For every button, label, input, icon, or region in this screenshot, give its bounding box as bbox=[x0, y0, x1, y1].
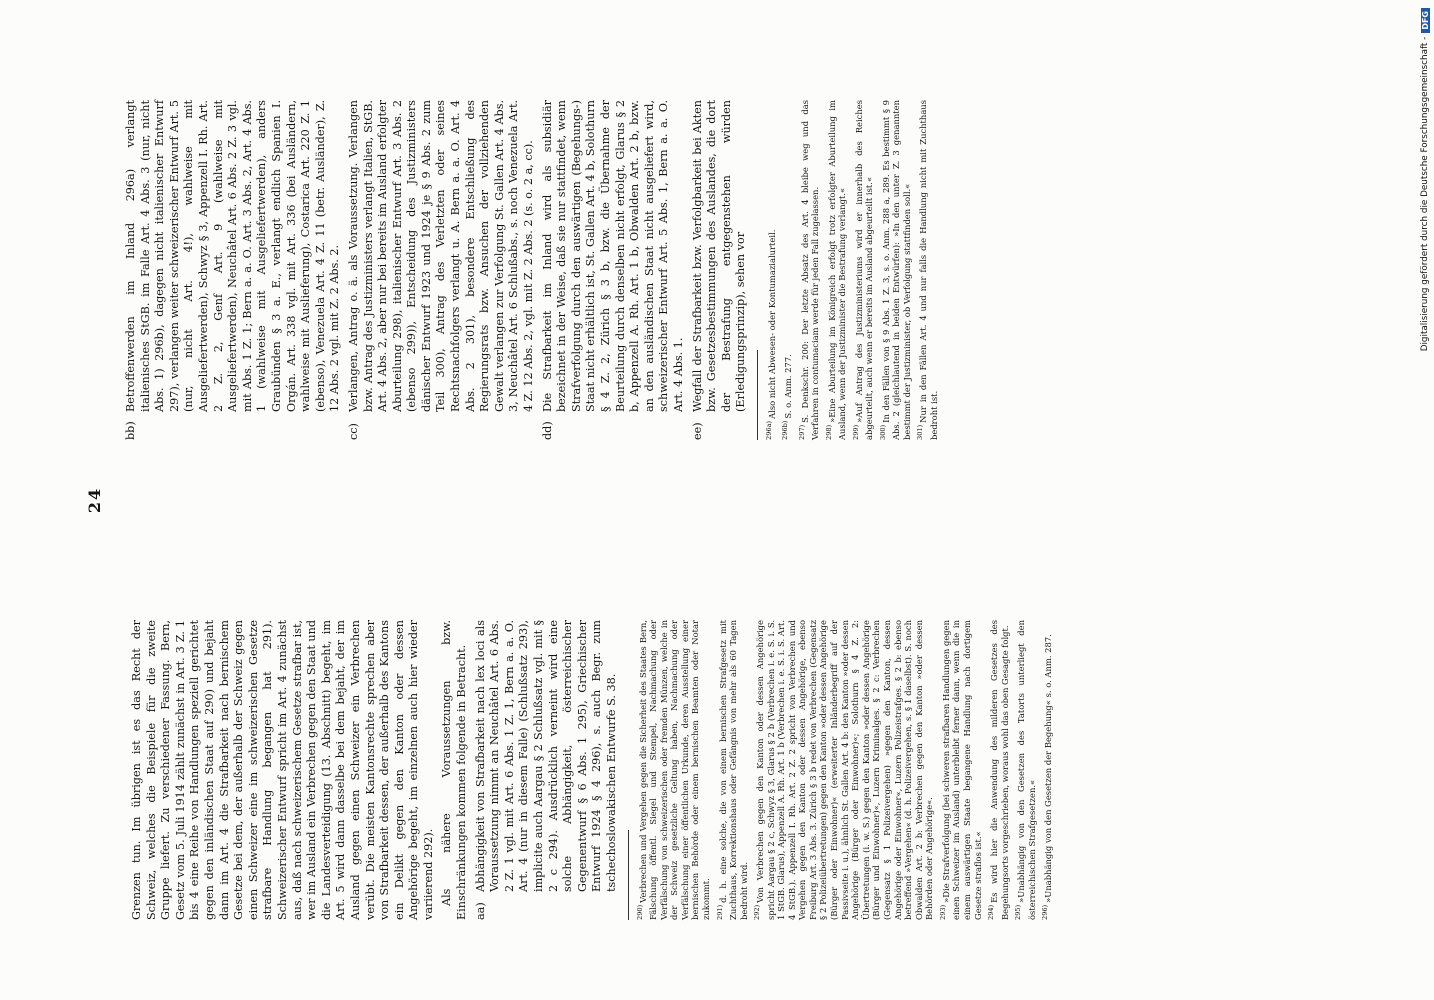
item-body: Abhängigkeit von Strafbarkeit nach lex loci als Voraussetzung nimmt an Neuchâtel Art. 6 Abs. 2 Z. 1 vgl. mit Art. 6 Abs. 1 Z. 1, Bern a. a. O. Art. 4 (nur in diesem Falle) (Schlußsatz 293), implicite auch Aargau § 2 Schlußsatz vgl. mit § 2 c 294). Ausdrücklich verneint wird eine solche Abhängigkeit, österreichischer Gegenentwurf § 6 Abs. 1 295), Griechischer Entwurf 1924 § 4 296), s. auch Begr. zum tschechoslowakischen Entwurfe S. 38. bbox=[473, 620, 618, 892]
item-body: Betroffenwerden im Inland 296a) verlangt italienisches StGB. im Falle Art. 4 Abs. 3 (nur, nicht Abs. 1) 296b), dagegen nicht italienischer Entwurf 297), verlangen weiter schweizerischer Entwurf Art. 5 (nur, nicht Art. 4!), wahlweise mit Ausgeliefertwerden), Schwyz § 3, Appenzell I. Rh. Art. 2 Z. 2, Genf Art. 9 (wahlweise mit Ausgeliefertwerden), Neuchâtel Art. 6 Abs. 2 Z. 3 vgl. mit Abs. 1 Z. 1; Bern a. a. O. Art. 3 Abs. 2, Art. 4 Abs. 1 (wahlweise mit Ausgeliefertwerden), anders Graubünden § 3 a. E., verlangt endlich Spanien I. Orgán. Art. 338 vgl. mit Art. 336 (bei Ausländern, wahlweise mit Auslieferung), Costarica Art. 220 Z. 1 (ebenso), Venezuela Art. 4 Z. 11 (betr. Ausländer), Z. 12 Abs. 2 vgl. mit Z. 2 Abs. 2. bbox=[124, 100, 342, 412]
footnote-divider bbox=[628, 830, 629, 920]
item-marker: bb) bbox=[124, 421, 137, 440]
footnote-divider bbox=[757, 350, 758, 440]
item-marker: ee) bbox=[690, 422, 704, 440]
item-marker: aa) bbox=[473, 902, 487, 920]
footnote: $^{290)}$Verbrechen und Vergehen gegen die Sicherheit des Staates Bern, Fälschung öffentl. Siegel und Stempel, Nachmachung oder Verfälschung von schweizerischen oder fremden Münzen, welche in der Schweiz gesetzliche Geltung haben, Nachmachung oder Verfälschung einer öffentlichen Urkunde, deren Ausstellung einer bernischen Behörde oder einem bernischen Beamten oder Notar zukommt. bbox=[635, 620, 711, 920]
footnotes-left bbox=[635, 620, 1054, 920]
item-marker: cc) bbox=[346, 423, 360, 440]
item-ee bbox=[691, 100, 749, 440]
footnote: $^{296a)}$Also nicht Abwesen- oder Kontumazialurteil. bbox=[764, 229, 777, 440]
footnote: $^{292)}$Von Verbrechen gegen den Kanton oder dessen Angehörige spricht Aargau § 2 c, Schwyz § 3, Glarus § 2 b (Verbrechen i. e. S. i. S. 1 StGB. Glarus), Appenzell A. Rh. Art. 1 b (Verbrechen i. e. S. i. S. Art. 4 StGB.). Appenzell I. Rh. Art. 2 Z. 2 spricht von Verbrechen und Vergehen gegen den Kanton oder dessen Angehörige, ebenso Freiburg Art. 3 Abs. 3. Zürich § 3 b redet von Verbrechen (Gegensatz § 2 Polizeiübertretungen) gegen den Kanton »oder dessen Angehörige (Bürger oder Einwohner)« (erweiterter Inländerbegriff auf der Passivseite i. u.), ähnlich St. Gallen Art. 4 b: den Kanton »oder dessen Angehörige (Bürger oder Einwohner)«; Solothurn § 4 Z. 2: Übertretungen (i. w. S.) gegen den Kanton »oder dessen Angehörige (Bürger und Einwohner)«, Luzern Kriminalges. § 2 c: Verbrechen (Gegensatz § 1 Polizeivergehen) »gegen den Kanton, dessen Angehörige oder Einwohner«, Luzern Polizeistrafges. § 2 b: ebenso betreffend »Vergehen« (d. h. Polizeivergehen, s. § 1 daselbst). S. noch Obwalden Art. 2 b: Verbrechen gegen den Kanton »oder dessen Behörden oder Angehörige«. bbox=[753, 620, 935, 920]
dfg-logo: DFG bbox=[1421, 8, 1430, 33]
left-column bbox=[130, 620, 1057, 920]
footnote: $^{293)}$»Die Strafverfolgung (bei schweren strafbaren Handlungen gegen einen Schweizer im Ausland) unterbleibt ferner dann, wenn die in einem auswärtigen Staate begangene Handlung nach dortigem Gesetze straflos ist.« bbox=[939, 620, 983, 920]
item-body: Verlangen, Antrag o. ä. als Voraussetzung. Verlangen bzw. Antrag des Justizministers verlangt Italien, StGB. Art. 4 Abs. 2, aber nur bei bereits im Ausland erfolgter Aburteilung 298), italienischer Entwurf Art. 3 Abs. 2 (ebenso 299)), Entscheidung des Justizministers dänischer Entwurf 1923 und 1924 je § 9 Abs. 2 zum Teil 300), Antrag des Verletzten oder seines Rechtsnachfolgers verlangt u. A. Bern a. a. O. Art. 4 Abs. 2 301), besondere Entschließung des Regierungsrats bzw. Ansuchen der vollziehenden Gewalt verlangen zur Verfolgung St. Gallen Art. 4 Abs. 3, Neuchâtel Art. 6 Schlußabs., s. noch Venezuela Art. 4 Z. 12 Abs. 2, vgl. mit Z. 2 Abs. 2 (s. o. 2 a, cc). bbox=[346, 100, 536, 412]
item-bb bbox=[124, 100, 343, 440]
footnote: $^{299)}$»Auf Antrag des Justizministeriums wird er innerhalb des Reiches abgeurteilt, auch wenn er bereits im Ausland abgeurteilt ist.« bbox=[851, 100, 875, 440]
item-body: Wegfall der Strafbarkeit bzw. Verfolgbarkeit bei Akten bzw. Gesetzesbestimmungen des Auslandes, die dort der Bestrafung entgegenstehen würden (Erledigungsprinzip), sehen vor bbox=[690, 100, 748, 412]
page-number: 24 bbox=[85, 486, 104, 514]
item-body: Die Strafbarkeit im Inland wird als subsidiär bezeichnet in der Weise, daß sie nur stattfindet, wenn Strafverfolgung durch den auswärtigen (Begehungs-) Staat nicht erhältlich ist, St. Gallen Art. 4 b, Solothurn § 4 Z. 2, Zürich § 3 b, bzw. die Übernahme der Beurteilung durch denselben nicht erfolgt, Glarus § 2 b, Appenzell A. Rh. Art. 1 b, Obwalden Art. 2 b, bzw. an den ausländischen Staat nicht ausgeliefert wird, schweizerischer Entwurf Art. 5 Abs. 1, Bern a. a. O. Art. 4 Abs. 1. bbox=[540, 100, 685, 412]
footnote: $^{300)}$In den Fällen von § 9 Abs. 1 Z. 3, s. o. Anm. 288 a, 289. Es bestimmt § 9 Abs. 2 (gleichlautend in beiden Entwürfen): »In den unter Z. 3 genannten bestimmt der Justizminister, ob Verfolgung stattfinden soll.« bbox=[878, 100, 912, 440]
item-aa bbox=[474, 620, 620, 920]
intro-paragraph: Grenzen tun. Im übrigen ist es das Recht der Schweiz, welches die Beispiele für die zweite Gruppe liefert. Zu verschiedener Fassung. Bern, Gesetz vom 5. Juli 1914 zählt zunächst in Art. 3 Z. 1 bis 4 eine Reihe von Handlungen speziell gerichtet gegen den inländischen Staat auf 290) und bejaht dann im Art. 4 die Strafbarkeit nach bernischem Gesetze bei dem, der außerhalb der Schweiz gegen einen Schweizer eine im schweizerischen Gesetze strafbare Handlung begangen hat 291). Schweizerischer Entwurf spricht im Art. 4 zunächst aus, daß nach schweizerischem Gesetze strafbar ist, wer im Ausland ein Verbrechen gegen den Staat und die Landesverteidigung (13. Abschnitt) begeht, im Art. 5 wird dann dasselbe bei dem bejaht, der im Ausland gegen einen Schweizer ein Verbrechen verübt. Die meisten Kantonsrechte sprechen aber von Strafbarkeit dessen, der außerhalb des Kantons ein Delikt gegen den Kanton oder dessen Angehörige begeht, im einzelnen auch hier wieder variierend 292). bbox=[130, 620, 435, 920]
right-column bbox=[120, 100, 942, 440]
footnote: $^{291)}$d. h. eine solche, die von einem bernischen Strafgesetz mit Zuchthaus, Korrektionshaus oder Gefängnis von mehr als 60 Tagen bedroht wird. bbox=[715, 620, 749, 920]
footnote: $^{296b)}$S. o. Anm. 277. bbox=[781, 354, 794, 440]
footnote: $^{295)}$»Unabhängig von den Gesetzen des Tatorts unterliegt den österreichischen Strafgesetzen.« bbox=[1014, 620, 1037, 920]
item-marker: dd) bbox=[540, 421, 554, 440]
footnote: $^{301)}$Nur in den Fällen Art. 4 und nur falls die Handlung nicht mit Zuchthaus bedroht ist. bbox=[916, 100, 939, 440]
item-cc bbox=[347, 100, 537, 440]
item-dd bbox=[541, 100, 687, 440]
digitization-credit bbox=[1418, 0, 1432, 1000]
footnote: $^{294)}$Es wird hier die Anwendung des milderen Gesetzes des Begehungsorts vorgeschrieben, woraus wohl das oben Gesagte folgt. bbox=[987, 620, 1010, 920]
footnote: $^{298)}$»Eine Aburteilung im Königreich erfolgt trotz erfolgter Aburteilung im Ausland, wenn der Justizminister die Bestrafung verlangt.« bbox=[824, 100, 848, 440]
footnote: $^{297)}$S. Denkschr. 200: Der letzte Absatz des Art. 4 bleibe weg und das Verfahren in contumaciam werde für jeden Fall zugelassen. bbox=[797, 100, 821, 440]
digitization-note: Digitalisierung gefördert durch die Deutsche Forschungsgemeinschaft - bbox=[1420, 36, 1430, 352]
transition-paragraph: Als nähere Voraussetzungen bzw. Einschränkungen kommen folgende in Betracht. bbox=[440, 620, 469, 920]
footnotes-right bbox=[764, 100, 939, 440]
footnote: $^{296)}$»Unabhängig von den Gesetzen der Begehung« s. o. Anm. 287. bbox=[1041, 634, 1053, 920]
